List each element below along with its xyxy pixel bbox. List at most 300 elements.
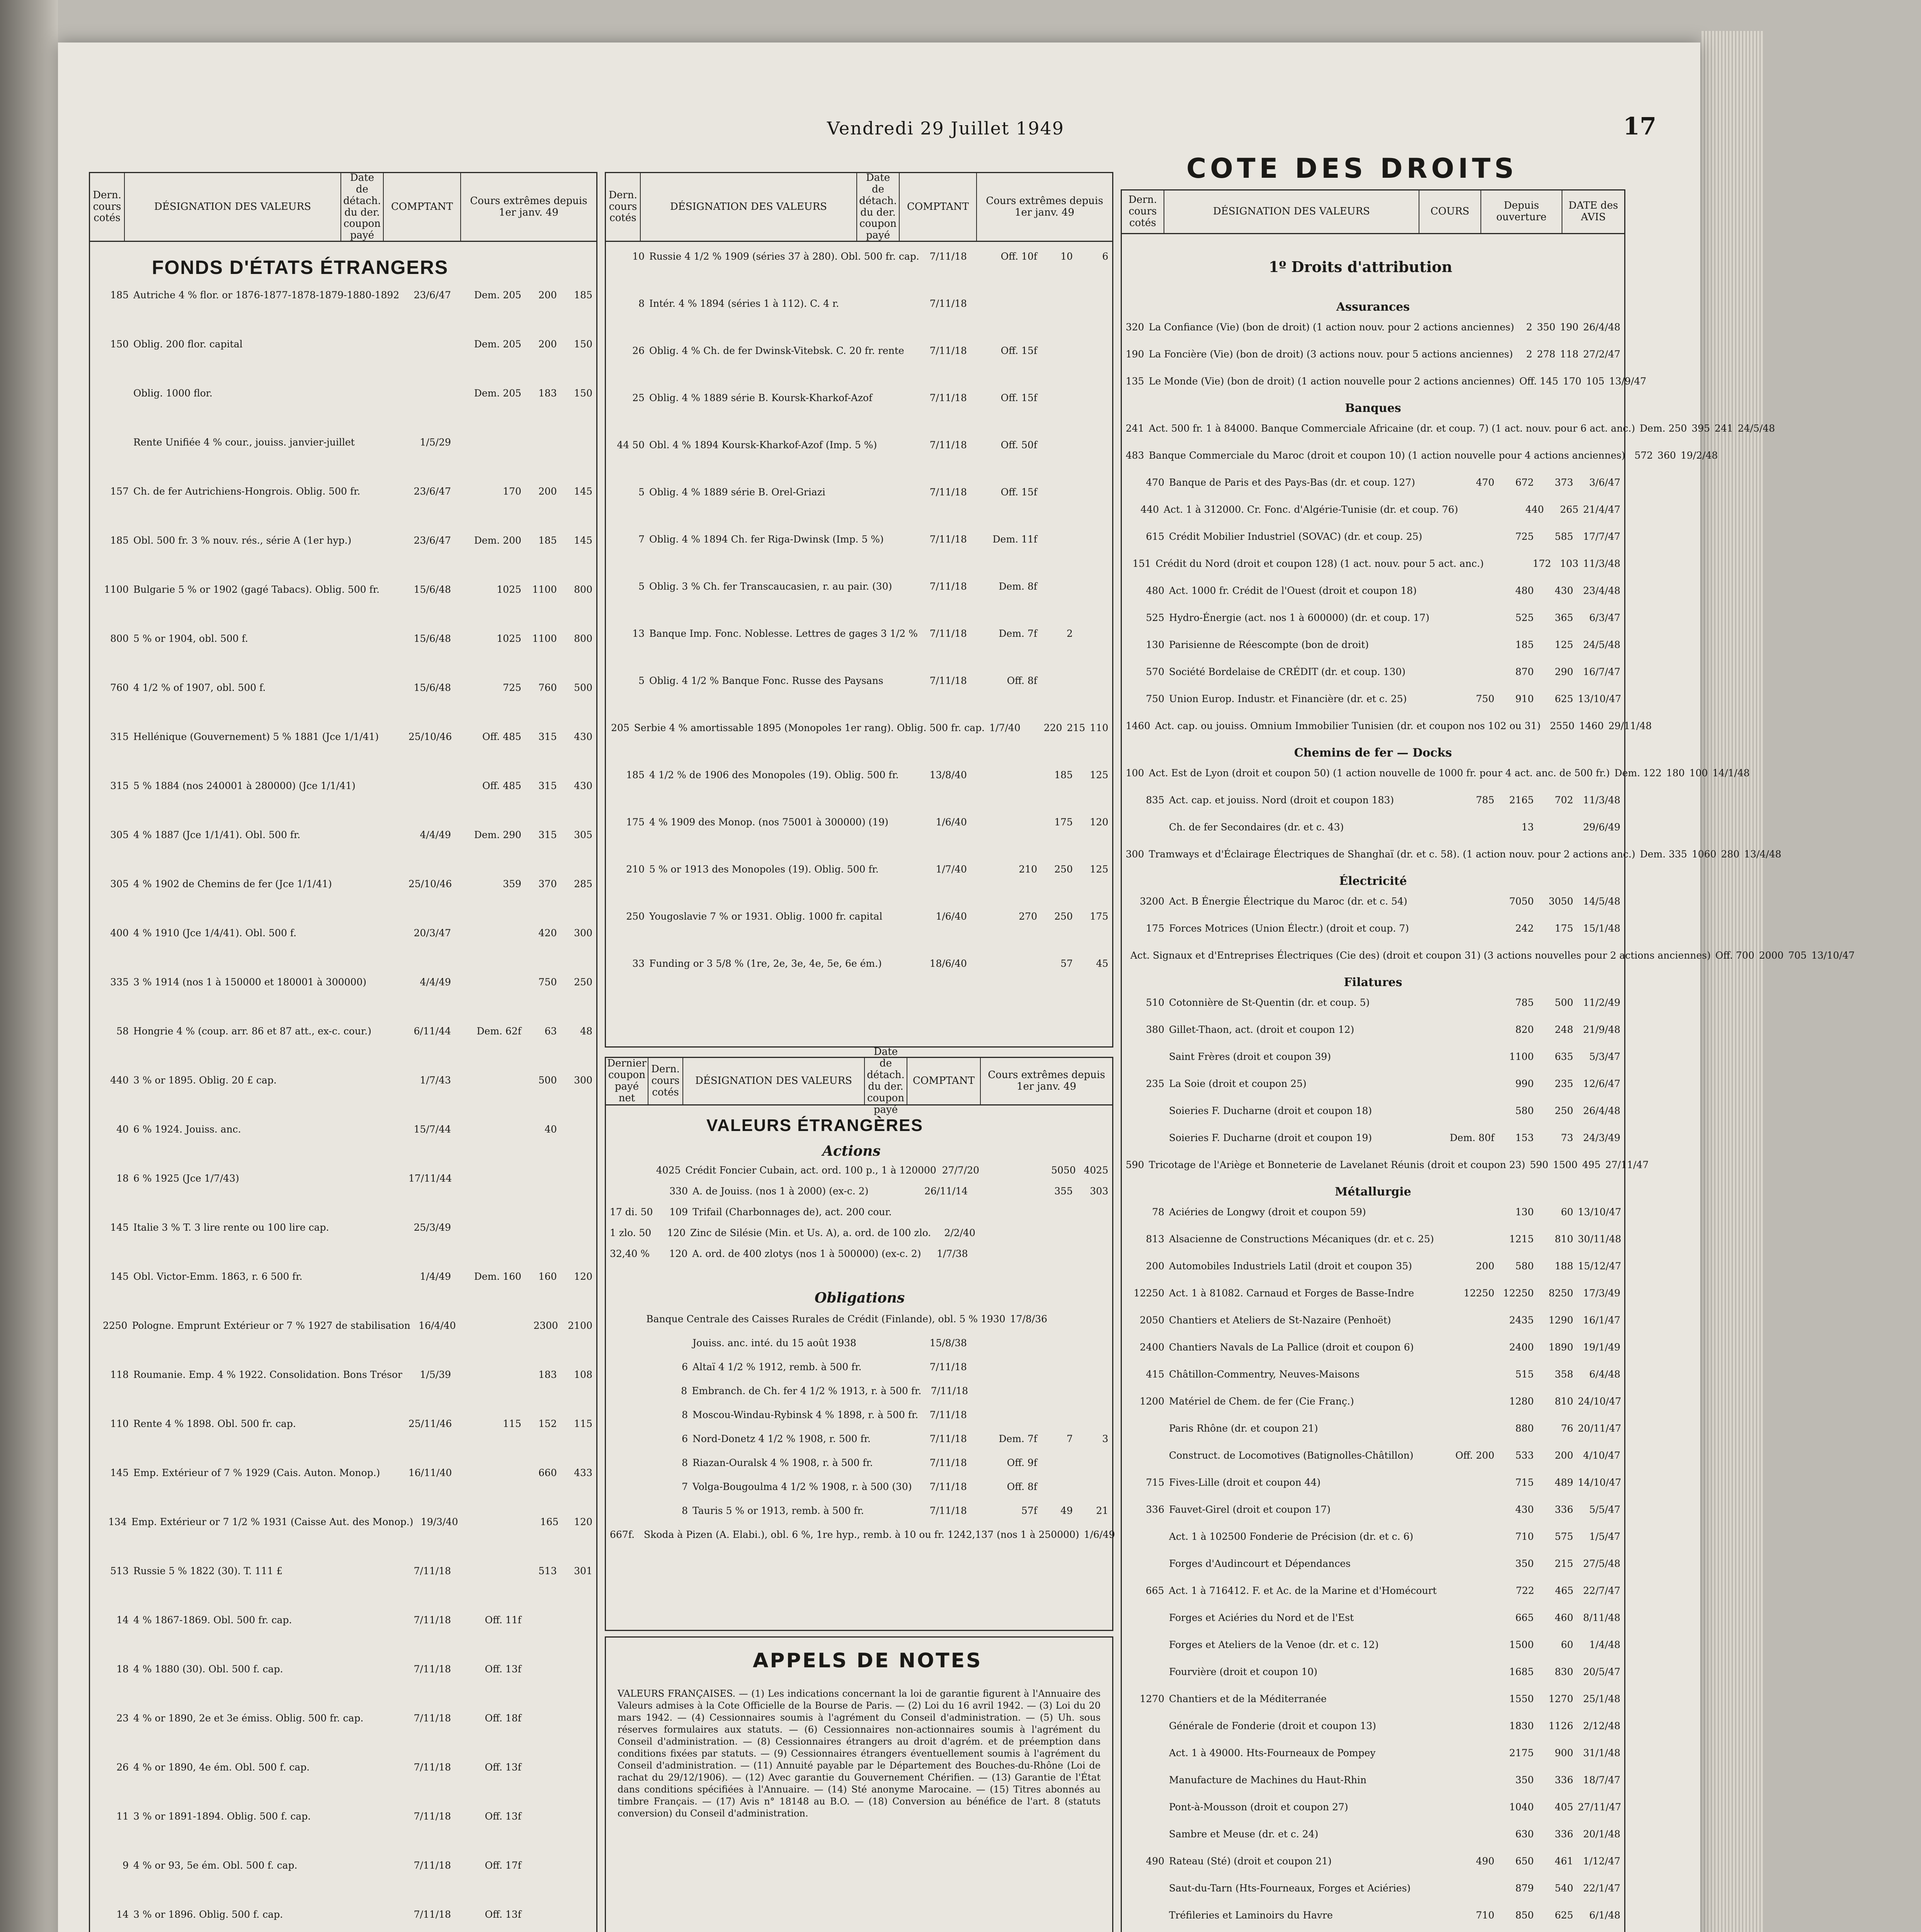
designation-cell: 4 % or 1890, 4e ém. Obl. 500 f. cap. [133, 1762, 310, 1773]
designation-cell: Act. Signaux et d'Entreprises Électriques (Cie des) (droit et coupon 31) (3 actions nouvelles pour 2 actions anciennes) [1130, 950, 1711, 961]
designation-cell: Union Europ. Industr. et Financière (dr. et c. 25) [1169, 693, 1407, 704]
date-cell [924, 1206, 967, 1218]
haut-cell: 278 [1537, 349, 1555, 360]
coupon-cell [610, 1385, 648, 1397]
table-row [94, 1369, 592, 1381]
haut-cell: 180 [1666, 767, 1685, 779]
actions-rows [610, 1164, 1108, 1280]
bas-cell: 108 [574, 1369, 592, 1380]
haut-cell [526, 1761, 557, 1774]
haut-cell: 1550 [1509, 1693, 1534, 1704]
haut-cell: 722 [1516, 1585, 1535, 1596]
comptant-cell [972, 1337, 1037, 1349]
designation-cell: Act. 1000 fr. Crédit de l'Ouest (droit et coupon 18) [1169, 585, 1417, 596]
haut-cell: 350 [1537, 321, 1555, 333]
table-row [610, 816, 1108, 828]
bas-cell: 336 [1555, 1774, 1573, 1786]
designation-cell: 4 % or 93, 5e ém. Obl. 500 f. cap. [133, 1860, 298, 1871]
haut-cell: 1100 [1509, 1051, 1534, 1062]
bas-cell: 900 [1555, 1747, 1573, 1759]
bas-cell: 489 [1555, 1477, 1573, 1488]
coupon-cell [610, 1361, 648, 1373]
cours-cell: 480 [1146, 585, 1164, 596]
bas-cell: 100 [1689, 767, 1708, 779]
coupon-cell [610, 1505, 648, 1517]
date-cell: 7/11/18 [929, 534, 967, 545]
haut-cell: 572 [1634, 450, 1653, 461]
haut-cell: 350 [1515, 1558, 1534, 1569]
date-cell: 15/8/38 [929, 1337, 967, 1349]
haut-cell [1042, 1457, 1073, 1469]
cours-cell: 134 [108, 1516, 127, 1527]
avis-cell: 29/11/48 [1608, 720, 1652, 731]
cours-cell: 120 [669, 1248, 688, 1259]
cours-cell: 120 [667, 1227, 686, 1238]
avis-cell: 20/11/47 [1578, 1423, 1622, 1434]
designation-cell: Skoda à Pizen (A. Elabi.), obl. 6 %, 1re hyp., remb. à 10 ou fr. 1242,137 (nos 1 à 250000) [644, 1529, 1079, 1540]
value-cell [1440, 1747, 1494, 1759]
avis-cell: 12/6/47 [1583, 1078, 1620, 1089]
designation-cell: Oblig. 1000 flor. [133, 388, 213, 399]
value-cell: 785 [1476, 794, 1494, 806]
date-cell: 7/11/18 [929, 1409, 967, 1420]
date-cell: 1/6/40 [936, 816, 967, 828]
value-cell [1440, 585, 1494, 597]
table-row [94, 1614, 592, 1626]
avis-cell: 11/3/48 [1583, 794, 1620, 806]
cours-cell: 5 [638, 675, 645, 686]
table-row [1126, 997, 1620, 1009]
table-row [1126, 1233, 1620, 1245]
designation-cell: Nord-Donetz 4 1/2 % 1908, r. 500 fr. [693, 1433, 871, 1444]
header-depuis-ouverture: Depuis ouverture [1481, 190, 1562, 233]
cours-cell: 6 [682, 1361, 688, 1372]
haut-cell: 1280 [1509, 1396, 1534, 1407]
designation-cell: Serbie 4 % amortissable 1895 (Monopoles 1er rang). Oblig. 500 fr. cap. [634, 722, 985, 733]
value-cell [1440, 639, 1494, 651]
table-row [1126, 531, 1620, 543]
designation-cell: Alsacienne de Constructions Mécaniques (dr. et c. 25) [1169, 1233, 1434, 1245]
designation-cell: Act. cap. et jouiss. Nord (droit et coupon 183) [1169, 794, 1394, 806]
date-cell: 7/11/18 [929, 392, 967, 403]
cours-cell: 11 [116, 1811, 129, 1822]
designation-cell: Autriche 4 % flor. or 1876-1877-1878-1879-1880-1892 [133, 289, 400, 301]
table-row [1126, 949, 1855, 962]
comptant-cell [461, 1320, 524, 1332]
haut-cell: 5050 [1051, 1165, 1076, 1176]
avis-cell: 18/7/47 [1583, 1774, 1620, 1786]
haut-cell: 2175 [1509, 1747, 1534, 1759]
cote-table-body [1126, 287, 1855, 1932]
haut-cell: 160 [538, 1271, 557, 1282]
cours-cell: 335 [110, 976, 129, 988]
cours-cell: 760 [110, 682, 129, 693]
comptant-cell: Dem. 8f [999, 581, 1037, 592]
haut-cell: 7050 [1509, 896, 1534, 907]
haut-cell: 910 [1515, 693, 1534, 704]
comptant-cell: 220 [1043, 722, 1062, 733]
date-cell: 4/4/49 [420, 829, 451, 840]
designation-cell: Châtillon-Commentry, Neuves-Maisons [1169, 1369, 1360, 1380]
cours-cell: 315 [110, 731, 129, 742]
cours-cell: 14 [116, 1909, 129, 1920]
cours-cell: 400 [110, 927, 129, 939]
comptant-cell [972, 816, 1037, 828]
table-row [94, 1663, 592, 1675]
cours-cell [1126, 1774, 1164, 1786]
appels-title: APPELS DE NOTES [753, 1649, 982, 1672]
table-row [610, 439, 1108, 451]
table-row [1126, 821, 1620, 833]
table-row [94, 338, 592, 350]
table-row [1126, 1449, 1620, 1462]
table-row [94, 878, 592, 890]
haut-cell: 172 [1533, 558, 1551, 569]
comptant-cell [456, 1565, 521, 1577]
table-row [94, 633, 592, 645]
date-cell: 7/11/18 [929, 251, 967, 262]
designation-cell: 5 % 1884 (nos 240001 à 280000) (Jce 1/1/41) [133, 780, 356, 791]
haut-cell [526, 1221, 557, 1234]
cours-cell: 1100 [104, 584, 129, 595]
haut-cell: 315 [538, 731, 557, 742]
value-cell [1440, 1639, 1494, 1651]
value-cell: Off. 200 [1455, 1450, 1494, 1461]
haut-cell: 715 [1515, 1477, 1534, 1488]
comptant-cell: Dem. 7f [999, 1433, 1037, 1444]
haut-cell: 175 [1054, 816, 1073, 828]
designation-cell: 4 1/2 % de 1906 des Monopoles (19). Oblig. 500 fr. [649, 769, 899, 781]
table-row [1126, 1909, 1620, 1922]
cours-cell: 800 [110, 633, 129, 644]
cours-cell: 235 [1146, 1078, 1164, 1089]
table-row [610, 298, 1108, 310]
cours-cell: 157 [110, 486, 129, 497]
designation-cell: Fauvet-Girel (droit et coupon 17) [1169, 1504, 1331, 1515]
avis-cell: 1/5/47 [1589, 1531, 1620, 1542]
designation-cell: Obl. Victor-Emm. 1863, r. 6 500 fr. [133, 1271, 303, 1282]
haut-cell [1042, 298, 1073, 310]
designation-cell: Fives-Lille (droit et coupon 44) [1169, 1477, 1321, 1488]
designation-cell: Générale de Fonderie (droit et coupon 13) [1169, 1720, 1376, 1731]
haut-cell: 13 [1521, 821, 1534, 833]
comptant-cell: Dem. 290 [474, 829, 521, 840]
newspaper-page [58, 43, 1855, 1932]
cours-cell: 5 [638, 581, 645, 592]
table-row [610, 1409, 1108, 1421]
section-heading: Filatures [1344, 976, 1402, 989]
value-cell [1440, 821, 1494, 833]
designation-cell: Le Monde (Vie) (bon de droit) (1 action nouvelle pour 2 actions anciennes) [1149, 376, 1515, 387]
haut-cell: 500 [538, 1075, 557, 1086]
comptant-cell: Off. 10f [1000, 251, 1037, 262]
value-cell [1440, 895, 1494, 908]
bas-cell: 60 [1561, 1639, 1573, 1650]
avis-cell: 13/9/47 [1609, 376, 1647, 387]
cote-table-header [1122, 190, 1624, 234]
table-row [610, 1457, 1108, 1469]
table-row [94, 780, 592, 792]
value-cell [1440, 1105, 1494, 1117]
avis-cell: 20/1/48 [1583, 1828, 1620, 1840]
haut-cell: 315 [538, 780, 557, 791]
haut-cell [526, 1663, 557, 1675]
cours-cell [1126, 1666, 1164, 1678]
cours-cell: 440 [1140, 504, 1159, 515]
avis-cell: 16/7/47 [1583, 666, 1620, 677]
comptant-cell: 115 [503, 1418, 521, 1429]
designation-cell: 4 % 1867-1869. Obl. 500 fr. cap. [133, 1614, 292, 1626]
value-cell [1440, 1024, 1494, 1036]
comptant-cell: Dem. 205 [474, 338, 521, 350]
coupon-cell [610, 1337, 648, 1349]
bas-cell: 285 [574, 878, 592, 889]
value-cell [1440, 1078, 1494, 1090]
actions-subtitle: Actions [822, 1143, 881, 1159]
value-cell: 2 [1526, 349, 1533, 360]
avis-cell: 13/10/47 [1578, 693, 1622, 704]
date-cell: 1/5/39 [420, 1369, 451, 1380]
value-cell [1440, 1666, 1494, 1678]
value-cell [1440, 1395, 1494, 1408]
value-cell: 200 [1476, 1260, 1494, 1272]
value-cell [1440, 531, 1494, 543]
avis-cell: 6/4/48 [1589, 1369, 1620, 1380]
haut-cell: 870 [1515, 666, 1534, 677]
haut-cell [1042, 1481, 1073, 1493]
value-cell: Off. 145 [1519, 376, 1559, 387]
designation-cell: Emp. Extérieur or 7 1/2 % 1931 (Caisse Aut. des Monop.) [131, 1516, 413, 1527]
avis-cell: 5/3/47 [1589, 1051, 1620, 1062]
bas-cell [1077, 1206, 1108, 1218]
bas-cell: 4025 [1084, 1165, 1108, 1176]
cours-cell: 470 [1146, 477, 1164, 488]
cours-cell: 750 [1146, 693, 1164, 704]
designation-cell: Roumanie. Emp. 4 % 1922. Consolidation. Bons Trésor [133, 1369, 402, 1380]
table-row [610, 769, 1108, 781]
haut-cell [1042, 580, 1073, 593]
avis-cell: 26/4/48 [1583, 1105, 1620, 1116]
date-cell: 4/4/49 [420, 976, 451, 988]
designation-cell: Paris Rhône (dr. et coupon 21) [1169, 1423, 1318, 1434]
designation-cell: 4 % 1909 des Monop. (nos 75001 à 300000) (19) [649, 816, 888, 828]
designation-cell: 6 % 1925 (Jce 1/7/43) [133, 1173, 239, 1184]
comptant-cell [456, 1074, 521, 1087]
value-cell [1440, 1206, 1494, 1218]
avis-cell: 22/7/47 [1583, 1585, 1621, 1596]
bas-cell: 460 [1555, 1612, 1573, 1623]
haut-cell: 850 [1515, 1910, 1534, 1921]
column-fonds-etats-suite [605, 172, 1113, 1048]
avis-cell: 24/5/48 [1737, 423, 1775, 434]
date-cell: 7/11/18 [929, 439, 967, 451]
haut-cell: 513 [538, 1565, 557, 1577]
bas-cell: 120 [1090, 816, 1108, 828]
designation-cell: 5 % or 1913 des Monopoles (19). Oblig. 500 fr. [649, 864, 879, 875]
bas-cell [561, 1810, 592, 1823]
date-cell: 7/11/18 [929, 1481, 967, 1492]
table-row [610, 1361, 1108, 1373]
haut-cell: 2550 [1550, 720, 1575, 731]
date-cell: 16/4/40 [419, 1320, 456, 1331]
designation-cell: Act. 1 à 102500 Fonderie de Précision (dr. et c. 6) [1169, 1531, 1414, 1542]
haut-cell: 710 [1515, 1531, 1534, 1542]
bas-cell [1077, 628, 1108, 640]
designation-cell: Sambre et Meuse (dr. et c. 24) [1169, 1828, 1319, 1840]
bas-cell [561, 1221, 592, 1234]
bas-cell: 461 [1555, 1855, 1573, 1867]
date-cell: 17/11/44 [408, 1173, 452, 1184]
comptant-cell: Off. 8f [1007, 1481, 1037, 1492]
page-edges [1702, 31, 1763, 1932]
appels-de-notes-box [605, 1636, 1113, 1932]
cours-cell: 100 [1126, 767, 1144, 779]
cours-cell: 4025 [656, 1165, 681, 1176]
table-row [1126, 585, 1620, 597]
table-row [94, 485, 592, 498]
bas-cell [561, 1859, 592, 1872]
avis-cell: 22/1/47 [1583, 1883, 1620, 1894]
cours-cell: 13 [632, 628, 645, 639]
table-row [94, 731, 592, 743]
table-row [94, 583, 592, 596]
table-row [94, 1270, 592, 1283]
haut-cell: 1830 [1509, 1720, 1534, 1731]
table-row [1126, 1395, 1620, 1408]
appels-valeurs-francaises: VALEURS FRANÇAISES. — (1) Les indications concernant la loi de garantie figurent à l'Annuaire des Valeurs admises à la Cote Officielle de la Bourse de Paris. — (2) Loi du 16 avril 1942. — (3) Loi du 20 mars 1942. — (4) Cessionnaires soumis à l'agrément du Conseil d'administration. — (5) Uh. sous réserves formulaires aux statuts. — (6) Cessionnaires non-actionnaires soumis à l'agrément du Conseil d'administration. — (8) Cessionnaires étrangers au droit d'agrém. et de préemption dans conditions fixées par statuts. — (9) Cessionnaires étrangers éventuellement soumis à l'agrément du Conseil d'administration. — (11) Annuité payable par le Département des Bouches-du-Rhône (Loi de rachat du 29/12/1906). — (12) Avec garantie du Gouvernement Chérifien. — (13) Garantie de l'État dans conditions spécifiées à l'Annuaire. — (14) Sté anonyme Marocaine. — (15) Titres abonnés au timbre Français. — (17) Avis n° 18148 au B.O. — (18) Conversion au bénéfice de l'art. 8 (statuts conversion) du Conseil d'administration. [618, 1688, 1101, 1819]
designation-cell: Banque de Paris et des Pays-Bas (dr. et coup. 127) [1169, 477, 1415, 488]
avis-cell: 1/12/47 [1583, 1855, 1620, 1867]
table-row [1126, 1503, 1620, 1516]
haut-cell: 153 [1515, 1132, 1534, 1143]
haut-cell: 315 [538, 829, 557, 840]
date-cell: 25/11/46 [408, 1418, 452, 1429]
column-fonds-etats [89, 172, 597, 1932]
designation-cell: Oblig. 200 flor. capital [133, 338, 243, 350]
haut-cell: 1685 [1509, 1666, 1534, 1677]
cours-cell [1126, 1747, 1164, 1759]
header-designation: DÉSIGNATION DES VALEURS [1164, 190, 1419, 233]
haut-cell: 760 [538, 682, 557, 693]
value-cell: 490 [1476, 1855, 1494, 1867]
bas-cell: 150 [574, 338, 592, 350]
avis-cell: 15/12/47 [1578, 1260, 1622, 1272]
cours-cell: 1270 [1140, 1693, 1164, 1704]
bas-cell: 365 [1555, 612, 1573, 623]
designation-cell: Cotonnière de St-Quentin (dr. et coup. 5) [1169, 997, 1370, 1008]
haut-cell: 200 [538, 486, 557, 497]
designation-cell: La Foncière (Vie) (bon de droit) (3 actions nouv. pour 5 actions anciennes) [1149, 349, 1513, 360]
table-row [1126, 1747, 1620, 1759]
haut-cell [1042, 533, 1073, 546]
designation-cell: Trifail (Charbonnages de), act. 200 cour. [693, 1206, 892, 1218]
bas-cell: 45 [1096, 958, 1108, 969]
table-row [1126, 666, 1620, 678]
designation-cell: Parisienne de Réescompte (bon de droit) [1169, 639, 1369, 650]
table-row [1126, 503, 1620, 516]
table-header [606, 173, 1112, 242]
table-row [1126, 693, 1620, 705]
date-cell: 23/6/47 [413, 289, 451, 301]
cours-cell: 58 [116, 1026, 129, 1037]
haut-cell [1042, 1206, 1073, 1218]
cours-cell: 7 [638, 534, 645, 545]
designation-cell: Act. 500 fr. 1 à 84000. Banque Commerciale Africaine (dr. et coup. 7) (1 act. nouv. pour 6 act. anc.) [1149, 423, 1635, 434]
designation-cell: Oblig. 4 % 1894 Ch. fer Riga-Dwinsk (Imp. 5 %) [649, 534, 884, 545]
comptant-cell: Off. 13f [485, 1762, 521, 1773]
value-cell [1440, 1693, 1494, 1705]
cours-cell: 200 [1146, 1260, 1164, 1272]
cours-cell: 813 [1146, 1233, 1164, 1245]
header-comptant: COMPTANT [384, 173, 461, 241]
haut-cell: 2400 [1509, 1342, 1534, 1353]
table-row [1126, 1051, 1620, 1063]
bas-cell: 430 [574, 731, 592, 742]
designation-cell: Oblig. 4 % Ch. de fer Dwinsk-Vitebsk. C. 20 fr. rente [649, 345, 904, 356]
designation-cell: Construct. de Locomotives (Batignolles-Châtillon) [1169, 1450, 1414, 1461]
section-title: FONDS D'ÉTATS ÉTRANGERS [152, 257, 449, 278]
value-cell [1440, 1314, 1494, 1327]
bas-cell: 300 [574, 1075, 592, 1086]
bas-cell: 430 [574, 780, 592, 791]
value-cell [1440, 1051, 1494, 1063]
haut-cell [1042, 1248, 1073, 1260]
designation-cell: 4 % 1910 (Jce 1/4/41). Obl. 500 f. [133, 927, 297, 939]
table-row [1126, 1720, 1620, 1732]
cours-cell: 8 [681, 1385, 687, 1396]
cours-cell: 510 [1146, 997, 1164, 1008]
haut-cell: 480 [1515, 585, 1534, 596]
designation-cell: Moscou-Windau-Rybinsk 4 % 1898, r. à 500 fr. [693, 1409, 919, 1420]
bas-cell [1097, 1313, 1108, 1325]
cours-cell: 23 [116, 1713, 129, 1724]
droits-attribution-subtitle: 1º Droits d'attribution [1269, 258, 1453, 276]
table-row [1126, 794, 1620, 806]
coupon-cell [610, 1164, 645, 1177]
avis-cell: 5/5/47 [1589, 1504, 1620, 1515]
bas-cell: 810 [1555, 1396, 1573, 1407]
bas-cell [1538, 821, 1573, 833]
value-cell: 590 [1530, 1159, 1548, 1170]
bas-cell: 125 [1090, 769, 1108, 781]
designation-cell: Pont-à-Mousson (droit et coupon 27) [1169, 1801, 1348, 1813]
haut-cell: 250 [1054, 864, 1073, 875]
avis-cell: 17/7/47 [1583, 531, 1620, 542]
bas-cell [561, 436, 592, 449]
header-comptant: COMPTANT [907, 1058, 981, 1104]
designation-cell: Forges et Ateliers de la Venoe (dr. et c. 12) [1169, 1639, 1379, 1650]
designation-cell: 4 % or 1890, 2e et 3e émiss. Oblig. 500 fr. cap. [133, 1713, 364, 1724]
date-cell: 19/3/40 [420, 1516, 458, 1527]
comptant-cell: 210 [1019, 864, 1037, 875]
designation-cell: Hydro-Énergie (act. nos 1 à 600000) (dr. et coup. 17) [1169, 612, 1429, 623]
date-cell: 7/11/18 [929, 298, 967, 309]
designation-cell: Saint Frères (droit et coupon 39) [1169, 1051, 1331, 1062]
designation-cell: Zinc de Silésie (Min. et Us. A), a. ord. de 100 zlo. [690, 1227, 931, 1238]
haut-cell: 1100 [532, 584, 557, 595]
cours-cell [1126, 1909, 1164, 1922]
value-cell [1441, 1585, 1495, 1597]
table-row [94, 1320, 592, 1332]
comptant-cell [972, 1206, 1037, 1218]
obligations-rows [610, 1313, 1115, 1622]
haut-cell: 200 [538, 289, 557, 301]
table-row [1126, 1260, 1620, 1272]
comptant-cell: Off. 18f [485, 1713, 521, 1724]
table-row [610, 580, 1108, 593]
haut-cell: 130 [1515, 1206, 1534, 1218]
comptant-cell: 725 [503, 682, 521, 693]
